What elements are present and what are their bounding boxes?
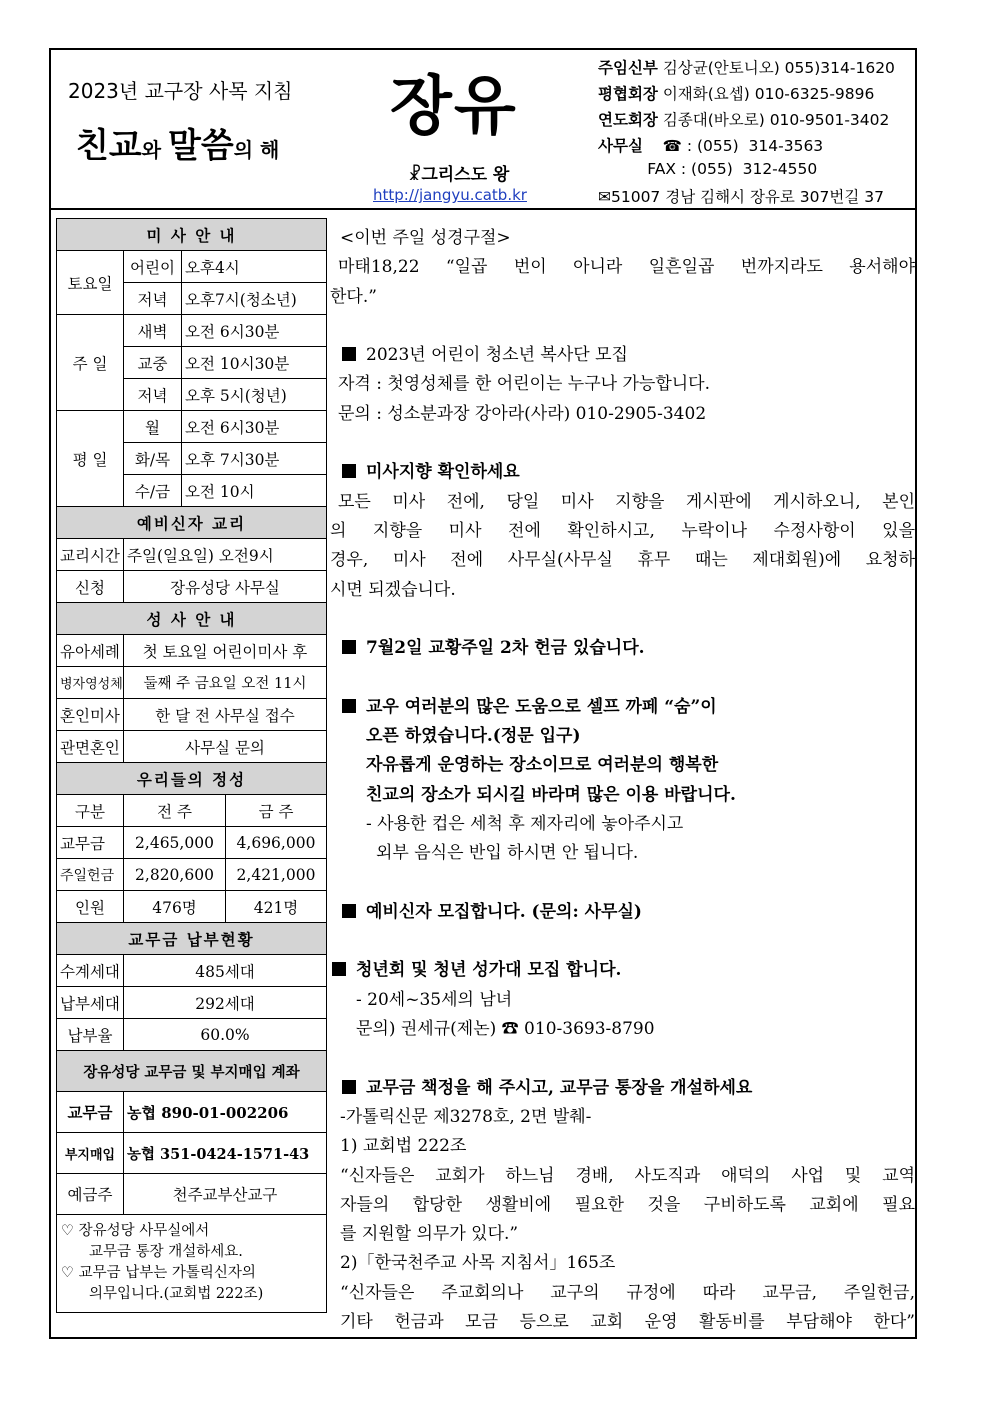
dues-value: 485세대 (124, 955, 327, 987)
announcement-line: “신자들은 교회가 하느님 경배, 사도직과 애덕의 사업 및 교역 (340, 1165, 915, 1186)
mass-day-weekday: 평 일 (57, 411, 124, 507)
note-line: ♡ 교무금 납부는 가톨릭신자의 (61, 1265, 256, 1281)
dues-label: 납부율 (57, 1019, 124, 1051)
accounts-heading: 장유성당 교무금 및 부지매입 계좌 (57, 1051, 327, 1092)
contact-value: 김상균(안토니오) 055)314-1620 (657, 59, 895, 77)
announcement-title (330, 898, 915, 927)
announcement-line: - 20세~35세의 남녀 (356, 989, 513, 1010)
announcement-line: 기타 헌금과 모금 등으로 교회 운영 활동비를 부담해야 한다” (340, 1311, 915, 1332)
square-bullet-icon (342, 1080, 356, 1094)
parish-url-link[interactable]: http://jangyu.catb.kr (373, 186, 527, 204)
mass-time: 오전 6시30분 (182, 315, 327, 347)
square-bullet-icon (342, 904, 356, 918)
announcement-title (330, 634, 915, 663)
contact-memorial (598, 108, 889, 130)
announcement-line: 2)「한국천주교 사목 지침서」165조 (340, 1253, 616, 1274)
offering-label: 인원 (57, 891, 124, 923)
account-label: 예금주 (57, 1174, 124, 1215)
header-divider (49, 208, 917, 210)
square-bullet-icon (342, 640, 356, 654)
announcement-title-text: 교무금 책정을 해 주시고, 교무금 통장을 개설하세요 (366, 1077, 753, 1098)
square-bullet-icon (342, 347, 356, 361)
mass-time: 오전 10시30분 (182, 347, 327, 379)
announcement-line: 오픈 하였습니다.(정문 입구) (366, 726, 581, 747)
announcement-title (330, 458, 915, 487)
verse-line: 한다.” (330, 286, 377, 307)
sacrament-heading: 성 사 안 내 (57, 603, 327, 635)
motto-main (76, 118, 279, 167)
contact-office (598, 134, 823, 156)
sacrament-label: 혼인미사 (57, 699, 124, 731)
sacrament-value: 한 달 전 사무실 접수 (124, 699, 327, 731)
catechumen-value: 장유성당 사무실 (124, 571, 327, 603)
catechumen-label: 교리시간 (57, 539, 124, 571)
verse-heading: <이번 주일 성경구절> (340, 228, 511, 248)
mass-time: 오후4시 (182, 251, 327, 283)
catechumen-value: 주일(일요일) 오전9시 (124, 539, 327, 571)
contact-council (598, 82, 874, 104)
mass-heading: 미 사 안 내 (57, 219, 327, 251)
announcement-line: 자들의 합당한 생활비에 필요한 것을 구비하도록 교회에 필요 (340, 1194, 915, 1215)
account-value: 농협 890-01-002206 (124, 1092, 327, 1133)
announcement-line: “신자들은 주교회의나 교구의 규정에 따라 교무금, 주일헌금, (340, 1282, 915, 1303)
announcement-title (330, 956, 915, 985)
mass-time: 오전 6시30분 (182, 411, 327, 443)
announcement-title-text: 청년회 및 청년 성가대 모집 합니다. (356, 960, 622, 981)
mass-name: 수/금 (124, 475, 182, 507)
contact-value: ☎ : (055) 314-3563 (642, 137, 824, 155)
contact-label: 사무실 (598, 137, 643, 155)
account-label: 부지매입 (57, 1133, 124, 1174)
announcement-title-text: 예비신자 모집합니다. (문의: 사무실) (366, 901, 642, 922)
account-value: 농협 351-0424-1571-43 (124, 1133, 327, 1174)
announcement-line: 시면 되겠습니다. (330, 579, 456, 600)
motto-year: 2023년 교구장 사목 지침 (68, 79, 293, 103)
bulletin-title: 장유 (390, 70, 518, 144)
announcement-title-text: 2023년 어린이 청소년 복사단 모집 (366, 345, 628, 366)
offering-curr: 2,421,000 (226, 859, 327, 891)
mass-time: 오후 5시(청년) (182, 379, 327, 411)
offering-curr: 421명 (226, 891, 327, 923)
announcement-title-text: 7월2일 교황주일 2차 헌금 있습니다. (366, 638, 645, 659)
note-line: 의무입니다.(교회법 222조) (89, 1286, 264, 1302)
announcement-line: 외부 음식은 반입 하시면 안 됩니다. (376, 843, 639, 864)
announcement-line: 문의 : 성소분과장 강아라(사라) 010-2905-3402 (338, 403, 707, 424)
contact-label: 주임신부 (598, 59, 658, 77)
offering-curr: 4,696,000 (226, 827, 327, 859)
offering-label: 교무금 (57, 827, 124, 859)
catechumen-label: 신청 (57, 571, 124, 603)
accounts-note (57, 1215, 327, 1313)
motto-part2: 와 (141, 138, 168, 162)
contact-value: 김종대(바오로) 010-9501-3402 (657, 111, 890, 129)
offering-prev: 2,465,000 (124, 827, 226, 859)
announcement-line: 자격 : 첫영성체를 한 어린이는 누구나 가능합니다. (338, 374, 710, 395)
info-table (56, 218, 327, 1313)
announcement-line: 문의) 권세규(제논) ☎ 010-3693-8790 (356, 1019, 655, 1040)
announcement-line: 자유롭게 운영하는 장소이므로 여러분의 행복한 (366, 755, 719, 776)
announcement-line: 1) 교회법 222조 (340, 1136, 467, 1157)
offering-prev: 2,820,600 (124, 859, 226, 891)
account-label: 교무금 (57, 1092, 124, 1133)
mass-name: 새벽 (124, 315, 182, 347)
sacrament-label: 병자영성체 (57, 667, 124, 699)
mass-name: 월 (124, 411, 182, 443)
announcement-title (330, 1074, 915, 1103)
account-value: 천주교부산교구 (124, 1174, 327, 1215)
dues-label: 수계세대 (57, 955, 124, 987)
offering-prev: 476명 (124, 891, 226, 923)
contact-value: 이재화(요셉) 010-6325-9896 (657, 85, 875, 103)
motto-part3: 말씀 (168, 126, 234, 166)
mass-name: 저녁 (124, 283, 182, 315)
announcement-line: 모든 미사 전에, 당일 미사 지향을 게시판에 게시하오니, 본인 (338, 491, 915, 512)
catechumen-heading: 예비신자 교리 (57, 507, 327, 539)
announcements (330, 224, 915, 1337)
square-bullet-icon (342, 464, 356, 478)
sacrament-value: 첫 토요일 어린이미사 후 (124, 635, 327, 667)
offering-col-header: 금 주 (226, 795, 327, 827)
announcement-title-text: 미사지향 확인하세요 (366, 462, 520, 483)
sacrament-value: 둘째 주 금요일 오전 11시 (124, 667, 327, 699)
mass-name: 어린이 (124, 251, 182, 283)
offering-label: 주일헌금 (57, 859, 124, 891)
announcement-line: 경우, 미사 전에 사무실(사무실 휴무 때는 제대회원)에 요청하 (330, 550, 915, 571)
announcement-line: 를 지원할 의무가 있다.” (340, 1224, 519, 1245)
mass-day-saturday: 토요일 (57, 251, 124, 315)
offering-col-header: 구분 (57, 795, 124, 827)
mass-time: 오후7시(청소년) (182, 283, 327, 315)
announcement-line: 친교의 장소가 되시길 바라며 많은 이용 바랍니다. (366, 784, 736, 805)
square-bullet-icon (332, 962, 346, 976)
sacrament-label: 관면혼인 (57, 731, 124, 763)
square-bullet-icon (342, 699, 356, 713)
contact-label: 연도회장 (598, 111, 658, 129)
announcement-title (330, 693, 915, 722)
dues-label: 납부세대 (57, 987, 124, 1019)
announcement-title-text: 교우 여러분의 많은 도움으로 셀프 까페 “숨”이 (366, 696, 717, 717)
note-line: 교무금 통장 개설하세요. (89, 1244, 243, 1260)
contact-pastor (598, 56, 895, 78)
announcement-line: 의 지향을 미사 전에 확인하시고, 누락이나 수정사항이 있을 (330, 520, 915, 541)
announcement-line: -가톨릭신문 제3278호, 2면 발췌- (340, 1106, 592, 1127)
dues-heading: 교무금 납부현황 (57, 923, 327, 955)
contact-fax: FAX : (055) 312-4550 (598, 160, 818, 178)
mass-day-sunday: 주 일 (57, 315, 124, 411)
mass-name: 교중 (124, 347, 182, 379)
bulletin-subtitle: ☧그리스도 왕 (408, 165, 510, 185)
dues-value: 60.0% (124, 1019, 327, 1051)
contact-address: ✉51007 경남 김해시 장유로 307번길 37 (598, 188, 884, 206)
motto-part4: 의 해 (233, 138, 280, 162)
dues-value: 292세대 (124, 987, 327, 1019)
sacrament-label: 유아세례 (57, 635, 124, 667)
mass-time: 오후 7시30분 (182, 443, 327, 475)
announcement-line: - 사용한 컵은 세척 후 제자리에 놓아주시고 (366, 813, 684, 834)
verse-line: 마태18,22 “일곱 번이 아니라 일흔일곱 번까지라도 용서해야 (338, 257, 915, 278)
contact-label: 평협회장 (598, 85, 658, 103)
note-line: ♡ 장유성당 사무실에서 (61, 1223, 210, 1239)
mass-name: 저녁 (124, 379, 182, 411)
offering-col-header: 전 주 (124, 795, 226, 827)
motto-part1: 친교 (76, 126, 142, 166)
sacrament-value: 사무실 문의 (124, 731, 327, 763)
announcement-title (330, 341, 915, 370)
offering-heading: 우리들의 정성 (57, 763, 327, 795)
mass-time: 오전 10시 (182, 475, 327, 507)
mass-name: 화/목 (124, 443, 182, 475)
